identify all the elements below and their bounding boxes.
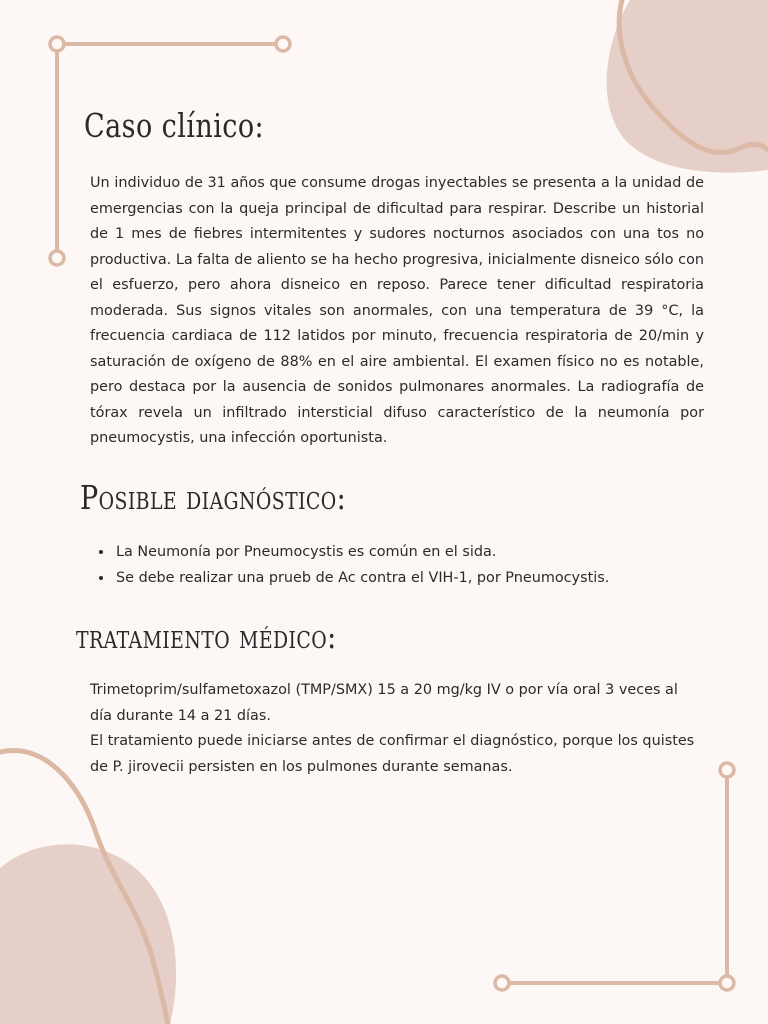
bottom-left-curve — [0, 751, 168, 1024]
diagnosis-item: • Se debe realizar una prueb de Ac contra el VIH-1, por Pneumocystis. — [114, 565, 714, 591]
treatment-heading: tratamiento médico: — [76, 617, 337, 656]
treatment-line: El tratamiento puede iniciarse antes de confirmar el diagnóstico, porque los quistes de P. jirovecii persisten en los pulmones durante semanas. — [90, 733, 695, 775]
case-description: Un individuo de 31 años que consume drogas inyectables se presenta a la unidad de emergencias con la queja principal de dificultad para respirar. Describe un historial de 1 mes de fiebres intermitentes y sudores nocturnos asociados con una tos no productiva. La falta de aliento se ha hecho progresiva, inicialmente disneico sólo con el esfuerzo, pero ahora disneico en reposo. Parece tener dificultad respiratoria moderada. Sus signos vitales son anormales, con una temperatura de 39 °C, la frecuencia cardiaca de 112 latidos por minuto, frecuencia respiratoria de 20/min y saturación de oxígeno de 88% en el aire ambiental. El examen físico no es notable, pero destaca por la ausencia de sonidos pulmonares anormales. La radiografía de tórax revela un infiltrado intersticial difuso característico de la neumonía por pneumocystis, una infección oportunista. — [90, 175, 704, 446]
bottom-left-blob — [0, 844, 176, 1024]
treatment-text — [90, 678, 704, 780]
frame-dot — [495, 976, 509, 990]
frame-dot — [720, 976, 734, 990]
top-right-curve — [619, 0, 768, 153]
frame-dot — [50, 251, 64, 265]
diagnosis-list — [94, 539, 714, 591]
case-heading: Caso clínico: — [84, 106, 265, 145]
treatment-line: Trimetoprim/sulfametoxazol (TMP/SMX) 15 a 20 mg/kg IV o por vía oral 3 veces al día durante 14 a 21 días. — [90, 682, 678, 724]
frame-dot — [720, 763, 734, 777]
frame-dot — [276, 37, 290, 51]
frame-dot — [50, 37, 64, 51]
diagnosis-heading: Posible diagnóstico: — [80, 478, 347, 517]
top-right-blob — [607, 0, 768, 173]
diagnosis-item: • La Neumonía por Pneumocystis es común en el sida. — [114, 539, 714, 565]
